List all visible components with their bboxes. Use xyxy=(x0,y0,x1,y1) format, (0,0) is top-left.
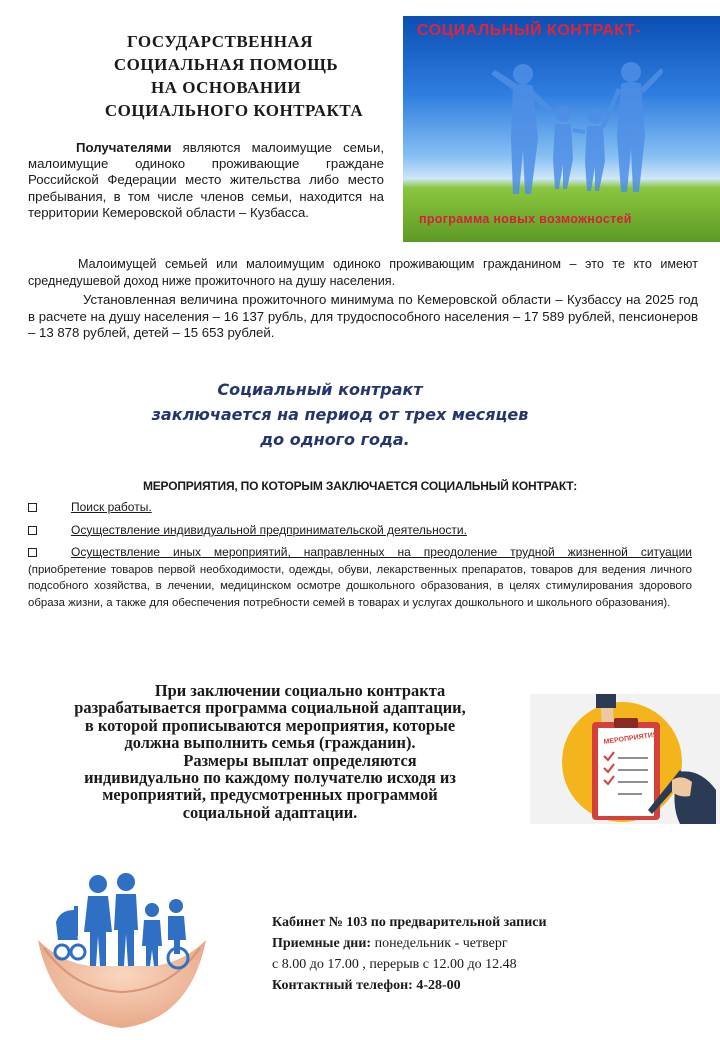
program-line: социальной адаптации. xyxy=(182,802,358,822)
events-heading: МЕРОПРИЯТИЯ, ПО КОТОРЫМ ЗАКЛЮЧАЕТСЯ СОЦИАЛЬНЫЙ КОНТРАКТ: xyxy=(142,479,578,493)
title-line: ГОСУДАРСТВЕННАЯ xyxy=(127,32,313,51)
event-item xyxy=(28,545,692,611)
hero-image xyxy=(403,16,720,242)
program-line: индивидуально по каждому получателю исходя из xyxy=(84,768,456,788)
low-income-definition: Малоимущей семьей или малоимущим одиноко проживающим гражданином – это те кто имеют среднедушевой доход ниже прожиточного на душу населения. xyxy=(28,257,698,288)
contract-period-callout xyxy=(100,377,580,452)
days-label: Приемные дни: xyxy=(272,936,372,951)
checkbox-icon xyxy=(28,548,37,557)
program-line: разрабатывается программа социальной адаптации, xyxy=(74,698,466,718)
period-line: заключается на период от трех месяцев xyxy=(151,405,529,424)
title-line: СОЦИАЛЬНОГО КОНТРАКТА xyxy=(104,101,364,120)
hero-subtitle: программа новых возможностей xyxy=(419,212,632,226)
phone-line xyxy=(272,975,692,996)
clipboard-illustration xyxy=(530,694,720,824)
program-line: При заключении социально контракта xyxy=(154,681,446,700)
office-line xyxy=(272,912,692,933)
event-details: (приобретение товаров первой необходимости, одежды, обуви, лекарственных препаратов, товаров для ведения личного подсобного хозяйства, в лечении, медицинском осмотре дошкольного образования, в целях стимулирования здорового образа жизни, а также для обеспечения потребности семей в товарах и услугах дошкольного и школьного образования). xyxy=(28,563,692,609)
checkbox-icon xyxy=(28,503,37,512)
hero-title: СОЦИАЛЬНЫЙ КОНТРАКТ- xyxy=(417,22,642,39)
contact-info xyxy=(272,912,692,996)
title-line: СОЦИАЛЬНАЯ ПОМОЩЬ xyxy=(113,55,339,74)
event-label: Осуществление индивидуальной предпринимательской деятельности. xyxy=(71,522,467,537)
recipients-label: Получателями xyxy=(76,140,172,155)
jumping-family-illustration xyxy=(483,44,663,214)
recipients-text: являются малоимущие семьи, малоимущие одиноко проживающие граждане Российской Федерации место жительства либо место пребывания, в том числе членов семьи, находится на территории Кемеровской области – Кузбасса. xyxy=(28,140,384,220)
days-line xyxy=(272,933,692,954)
adaptation-program-text xyxy=(20,682,520,821)
phone-label: Контактный телефон: xyxy=(272,978,413,993)
phone-value: 4-28-00 xyxy=(412,978,461,993)
family-hands-illustration xyxy=(34,870,209,1030)
clipboard-label: МЕРОПРИЯТИЯ xyxy=(603,731,659,746)
period-line: Социальный контракт xyxy=(217,380,423,399)
event-label: Осуществление иных мероприятий, направленных на преодоление трудной жизненной ситуации xyxy=(71,545,692,560)
program-line: в которой прописываются мероприятия, которые xyxy=(84,715,456,735)
days-value: понедельник - четверг xyxy=(371,936,508,951)
program-line: мероприятий, предусмотренных программой xyxy=(102,785,438,805)
period-line: до одного года. xyxy=(260,430,410,449)
events-list xyxy=(28,500,692,619)
page-title xyxy=(40,30,400,122)
event-item xyxy=(28,500,692,516)
subsistence-minimum-paragraph: Установленная величина прожиточного минимума по Кемеровской области – Кузбассу на 2025 год в расчете на душу населения – 16 137 рубль, для трудоспособного населения – 17 589 рублей, пенсионеров – 13 878 рублей, детей – 15 653 рублей. xyxy=(28,292,698,340)
recipients-paragraph xyxy=(28,140,384,221)
program-line: Размеры выплат определяются xyxy=(183,750,417,770)
program-line: должна выполнить семья (гражданин). xyxy=(124,733,416,753)
title-line: НА ОСНОВАНИИ xyxy=(150,78,302,97)
checkbox-icon xyxy=(28,526,37,535)
event-label: Поиск работы. xyxy=(71,500,152,514)
hours-line: с 8.00 до 17.00 , перерыв с 12.00 до 12.48 xyxy=(272,957,517,972)
event-item xyxy=(28,523,692,539)
office-text: Кабинет № 103 по предварительной записи xyxy=(272,915,547,930)
